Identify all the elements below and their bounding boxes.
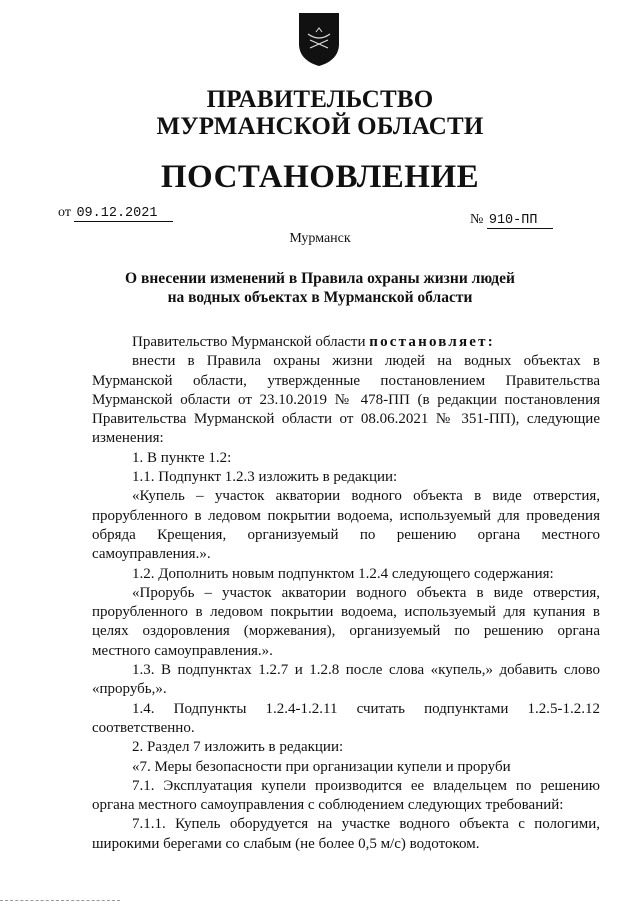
subject-line2: на водных объектах в Мурманской области (167, 289, 473, 306)
document-number: 910-ПП (487, 213, 554, 229)
city: Мурманск (289, 231, 351, 246)
paragraph-5: 1.2. Дополнить новым подпунктом 1.2.4 следующего содержания: (132, 565, 554, 582)
subject-line1: О внесении изменений в Правила охраны жизни людей (125, 270, 515, 287)
coat-of-arms-icon (296, 10, 342, 68)
org-name-line2: МУРМАНСКОЙ ОБЛАСТИ (156, 113, 484, 140)
document-date: 09.12.2021 (74, 206, 173, 222)
document-type: ПОСТАНОВЛЕНИЕ (160, 159, 480, 195)
paragraph-6: «Прорубь – участок акватории водного объекта в виде отверстия, прорубленного в ледовом покрытии водоема, используемый для купания в целях оздоровления (моржевания), организуемый по решению органа местного самоуправления.». (92, 584, 600, 659)
paragraph-4: «Купель – участок акватории водного объекта в виде отверстия, прорубленного в ледовом покрытии водоема, используемый для проведения обряда Крещения, организуемый по решению органа местного самоуправления.». (92, 488, 600, 563)
paragraph-10: «7. Меры безопасности при организации купели и проруби (132, 758, 511, 775)
number-row (470, 212, 553, 229)
paragraph-11: 7.1. Эксплуатация купели производится ее владельцем по решению органа местного самоуправления с соблюдением следующих требований: (92, 777, 600, 814)
document-subject (0, 269, 640, 307)
paragraph-1: внести в Правила охраны жизни людей на водных объектах в Мурманской области, утвержденные постановлением Правительства Мурманской области от 23.10.2019 № 478-ПП (в редакции постановления Правительства Мурманской области от 08.06.2021 № 351-ПП), следующие изменения: (92, 353, 600, 447)
paragraph-7: 1.3. В подпунктах 1.2.7 и 1.2.8 после слова «купель,» добавить слово «прорубь,». (92, 662, 600, 698)
paragraph-12: 7.1.1. Купель оборудуется на участке водного объекта с пологими, широкими берегами со слабым (не более 0,5 м/с) водотоком. (92, 816, 600, 852)
number-prefix: № (470, 212, 484, 227)
date-prefix: от (58, 205, 71, 220)
document-body (92, 333, 600, 854)
paragraph-3: 1.1. Подпункт 1.2.3 изложить в редакции: (132, 469, 398, 486)
paragraph-9: 2. Раздел 7 изложить в редакции: (132, 739, 344, 756)
paragraph-2: 1. В пункте 1.2: (132, 449, 232, 466)
resolution-verb: постановляет: (369, 334, 495, 350)
resolution-intro: Правительство Мурманской области (132, 334, 370, 350)
org-name-line1: ПРАВИТЕЛЬСТВО (206, 86, 434, 113)
footer-divider (0, 900, 120, 901)
paragraph-0 (92, 333, 600, 352)
date-row (58, 205, 173, 222)
paragraph-8: 1.4. Подпункты 1.2.4-1.2.11 считать подпунктами 1.2.5-1.2.12 соответственно. (92, 700, 600, 736)
